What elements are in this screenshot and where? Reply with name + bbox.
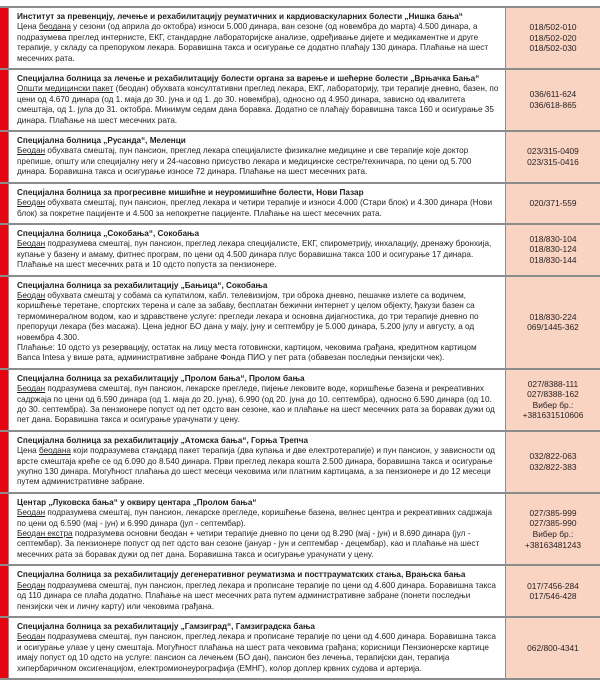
beodan-term: беодана: [38, 22, 71, 32]
phone-number: 020/371-559: [529, 198, 577, 208]
body-text: подразумева смештај, пун пансион, преглед лекара и прописане терапије по цени од 4.600 динара. Боравишна такса од 110 динара се плаћа додатно. Плаћање на шест месечних рата путем административне забране (понети последњи пензијски чек и личну карту) или чековима грађана.: [17, 580, 496, 611]
phone-number: Вибер бр.:: [532, 529, 574, 540]
body-text: (беодан) обухвата консултативни преглед лекара, ЕКГ, лабораторију, три терапије дневно, базен, по цени од 4.670 динара (од 1. маја до 30. јуна и од 1. до 30. новембра), односно од 4.950 динара, зависно од квалитета смештаја, од 1. јула до 31. октобра. Минимум седам дана боравка. Додатно се плаћају боравишна такса 160 и осигурање 35 динара. Плаћање на шест месечних рата.: [17, 84, 499, 125]
phone-number: 018/502-020: [529, 32, 577, 43]
beodan-term: беодана: [38, 446, 71, 456]
entry-title: Специјална болница за рехабилитацију „Гамзиград“, Гамзиградска бања: [17, 621, 315, 631]
entry-description: [9, 277, 505, 368]
phone-number: 018/830-224: [529, 311, 577, 322]
table-row: [0, 225, 600, 277]
beodan-term: Беодан: [17, 384, 46, 394]
phone-number: 027/8388-162: [527, 389, 579, 400]
phone-number: 062/800-4341: [527, 642, 579, 653]
phone-column: [505, 277, 600, 368]
phone-number: 036/618-865: [529, 100, 577, 111]
table-row: [0, 618, 600, 680]
accent-strip: [0, 8, 9, 68]
phone-number: Вибер бр.:: [532, 399, 574, 410]
payment-note: Плаћање: 10 одсто уз резервацију, остатак на лицу места готовински, картицом, чековима грађана, кредитном картицом Banca Intesa у више рата, административне забране Фонда ПИО у пет рата (обавезан последњи пензијски чек).: [17, 342, 477, 363]
phone-number: 023/315-0416: [527, 156, 579, 167]
phone-column: [505, 370, 600, 430]
phone-number: 027/385-999: [529, 507, 577, 518]
beodan-term: Беодан: [17, 198, 46, 208]
body-text: обухвата смештај, пун пансион, преглед лекара и четири терапије и износи 4.000 (Стари блок) и 4.300 динара (Нови блок) за покретне пацијенте и 4.500 за непокретне пацијенте. Плаћање на шест месечних рата.: [17, 198, 493, 218]
entry-body: [17, 146, 499, 177]
phone-number: 018/830-124: [529, 244, 577, 255]
phone-number: 027/385-990: [529, 518, 577, 529]
beodan-term: Беодан: [17, 290, 46, 300]
beodan-term: Беодан: [17, 146, 46, 156]
entry-description: [9, 132, 505, 182]
body-text: подразумева смештај, пун пансион, лекарске прегледе, пијење лековите воде, коришћење базена и рекреативних садржаја по цени од 6.590 динара (од 1. маја до 20. јуна), 6.990 (од 20. јуна до 10. септембра), односно 6.590 динара (од 10. до 30. септембра). За пензионере попуст од пет одсто ван сезоне, као и плаћање на шест месечних рата за боравак дужи од пет дана. Боравишна такса и осигурање урачунати у цену.: [17, 384, 495, 425]
entry-body: [17, 632, 499, 674]
body-prefix: Цена: [17, 446, 39, 456]
phone-number: 036/611-624: [529, 89, 577, 100]
entry-body: [17, 291, 499, 343]
entry-title: Специјална болница за прогресивне мишићне и неуромишићне болести, Нови Пазар: [17, 187, 364, 197]
table-row: [0, 6, 600, 70]
phone-number: 017/7456-284: [527, 580, 579, 591]
accent-strip: [0, 566, 9, 616]
beodan-extra-term: Беодан екстра: [17, 529, 73, 539]
accent-strip: [0, 432, 9, 492]
phone-column: [505, 70, 600, 130]
body-prefix: Цена: [17, 22, 39, 32]
body-text: који подразумева стандард пакет терапија (два купања и две електротерапије) и пун пансион, у зависности од врсте смештаја креће се од 6.090 до 8.540 динара. Први преглед лекара кошта 2.500 динара, боравишна такса и осигурање укупно 130 динара. Могућност плаћања до шест месеци чековима или платним картицама, а за пензионере и до 12 месеци путем административне забране.: [17, 446, 495, 487]
body-text: обухвата смештај, пун пансион, преглед лекара специјалисте физикалне медицине и све терапије које доктор препише, општу или специјалну негу и 24-часовно присуство лекара и медицинске сестре/техничара, по цени од 5.700 динара. Боравишна такса и осигурање износе 72 динара. Плаћање на шест месечних рата.: [17, 146, 472, 177]
phone-column: [505, 432, 600, 492]
table-row: [0, 494, 600, 566]
entry-description: [9, 618, 505, 678]
body-text: у сезони (од априла до октобра) износи 5.000 динара, ван сезоне (од новембра до марта) 4.500 динара, а подразумева преглед интернисте, ЕКГ, стандардне лабораторијске анализе, одређивање дијете и медикаментне и друге терапије, у складу са препоруком лекара. Боравишна такса и осигурање се додатно плаћају 130 динара. Плаћање на шест месечних рата.: [17, 22, 489, 63]
phone-column: [505, 618, 600, 678]
entry-body: [17, 384, 499, 426]
accent-strip: [0, 132, 9, 182]
entry-title: Институт за превенцију, лечење и рехабилитацију реуматичних и кардиоваскуларних болести „Нишка бања“: [17, 12, 463, 21]
phone-column: [505, 184, 600, 223]
entry-description: [9, 225, 505, 275]
entry-description: [9, 184, 505, 223]
table-row: [0, 566, 600, 618]
phone-number: +381631510606: [522, 410, 584, 421]
phone-number: 018/830-104: [529, 233, 577, 244]
phone-column: [505, 8, 600, 68]
beodan-term: Општи медицински пакет: [17, 84, 114, 94]
accent-strip: [0, 277, 9, 368]
phone-column: [505, 132, 600, 182]
table-row: [0, 132, 600, 184]
body-text: обухвата смештај у собама са купатилом, кабл. телевизијом, три оброка дневно, пешачке излете са водичем, коришћење теретане, спортских терена и сале за забаву, бесплатан бежични интернет у целом објекту, ђакузи базен са термоминералном водом, као и здравствене услуге: прегледи лекара и основна дијагностика, до три терапије дневно по препоруци лекара (без масажа). Цена једног БО дана у мају, јуну и септембру је 5.000 динара, 5.200 јулу и августу, а од новембра 4.300.: [17, 290, 479, 342]
entry-description: [9, 370, 505, 430]
entry-title: Центар „Луковска бања“ у оквиру центара „Пролом бања“: [17, 497, 257, 507]
entry-description: [9, 70, 505, 130]
table-row: [0, 432, 600, 494]
phone-column: [505, 494, 600, 564]
entry-body: [17, 239, 499, 270]
beodan-term: Беодан: [17, 508, 46, 518]
accent-strip: [0, 370, 9, 430]
entry-body: [17, 84, 499, 126]
table-row: [0, 184, 600, 225]
phone-number: 018/502-010: [529, 22, 577, 33]
phone-column: [505, 566, 600, 616]
beodan-term: Беодан: [17, 239, 46, 249]
entry-title: Специјална болница за рехабилитацију „Атомска бања“, Горња Трепча: [17, 435, 309, 445]
entry-body-extra: [17, 529, 499, 560]
beodan-term: Беодан: [17, 580, 46, 590]
accent-strip: [0, 225, 9, 275]
body-text: подразумева смештај, пун пансион, преглед лекара и прописане терапије по цени од 4.600 динара. Боравишна такса и осигурање улазе у цену смештаја. Могућност плаћања на шест рата чековима грађана; корисници Пензионерске картице имају попуст од 10 одсто на услуге: пансион са лечењем (БО дан), пансион без лечења, терапијски дан, терапија хипербаричном оксигенацијом, електромионеурографија (ЕМНГ), колор доплер крвних судова и артерија.: [17, 632, 496, 673]
spa-price-table: [0, 6, 600, 680]
entry-title: Специјална болница за рехабилитацију дегенеративног реуматизма и посттрауматских стања, Врањска бања: [17, 570, 466, 580]
body-text: подразумева смештај, пун пансион, лекарске прегледе, коришћење базена, велнес центра и рекреативних садржаја по цени од 6.590 (мај - јун) и 6.990 динара (јул - септембар).: [17, 508, 493, 528]
phone-number: 018/502-030: [529, 43, 577, 54]
entry-body: [17, 198, 499, 219]
body-text: подразумева основни беодан + четири терапије дневно по цени од 8.290 (мај - јун) и 8.690 динара (јул - септембар). За пензионере попуст од пет одсто ван сезоне (јануар - јун и септембар - децембар), као и плаћање на шест месечних рата за боравак дужи од пет дана. Боравишна такса и осигурање урачунати у цену.: [17, 529, 480, 559]
accent-strip: [0, 494, 9, 564]
entry-title: Специјална болница за лечење и рехабилитацију болести органа за варење и шећерне болести „Врњачка Бања“: [17, 74, 480, 84]
phone-number: 032/822-063: [529, 451, 577, 462]
entry-body: [17, 22, 499, 64]
entry-description: [9, 8, 505, 68]
phone-number: 018/830-144: [529, 255, 577, 266]
table-row: [0, 70, 600, 132]
accent-strip: [0, 618, 9, 678]
phone-number: 017/546-428: [529, 591, 577, 602]
entry-title: Специјална болница за рехабилитацију „Пролом бања“, Пролом бања: [17, 373, 305, 383]
entry-description: [9, 566, 505, 616]
entry-body: [17, 581, 499, 612]
entry-title: Специјална болница „Сокобања“, Сокобања: [17, 228, 199, 238]
phone-number: 032/822-383: [529, 461, 577, 472]
entry-body: [17, 446, 499, 488]
table-row: [0, 370, 600, 432]
table-row: [0, 277, 600, 370]
accent-strip: [0, 70, 9, 130]
entry-title: Специјална болница за рехабилитацију „Бањица“, Сокобања: [17, 280, 268, 290]
entry-title: Специјална болница „Русанда“, Меленци: [17, 136, 186, 146]
entry-body: [17, 508, 499, 529]
phone-number: +38163481243: [524, 539, 582, 550]
body-text: подразумева смештај, пун пансион, преглед лекара специјалисте, ЕКГ, спирометрију, инхалацију, дренажу бронхија, купање у базену и амаму, фитнес програм, по цени од 4.500 динара плус боравишна такса 100 и осигурање 17 динара. Плаћање на шест месечних рата и 10 одсто попуста за пензионере.: [17, 239, 492, 270]
entry-description: [9, 494, 505, 564]
phone-column: [505, 225, 600, 275]
phone-number: 069/1445-362: [527, 322, 579, 333]
phone-number: 027/8388-111: [527, 378, 579, 389]
phone-number: 023/315-0409: [527, 146, 579, 157]
accent-strip: [0, 184, 9, 223]
beodan-term: Беодан: [17, 632, 46, 642]
entry-description: [9, 432, 505, 492]
